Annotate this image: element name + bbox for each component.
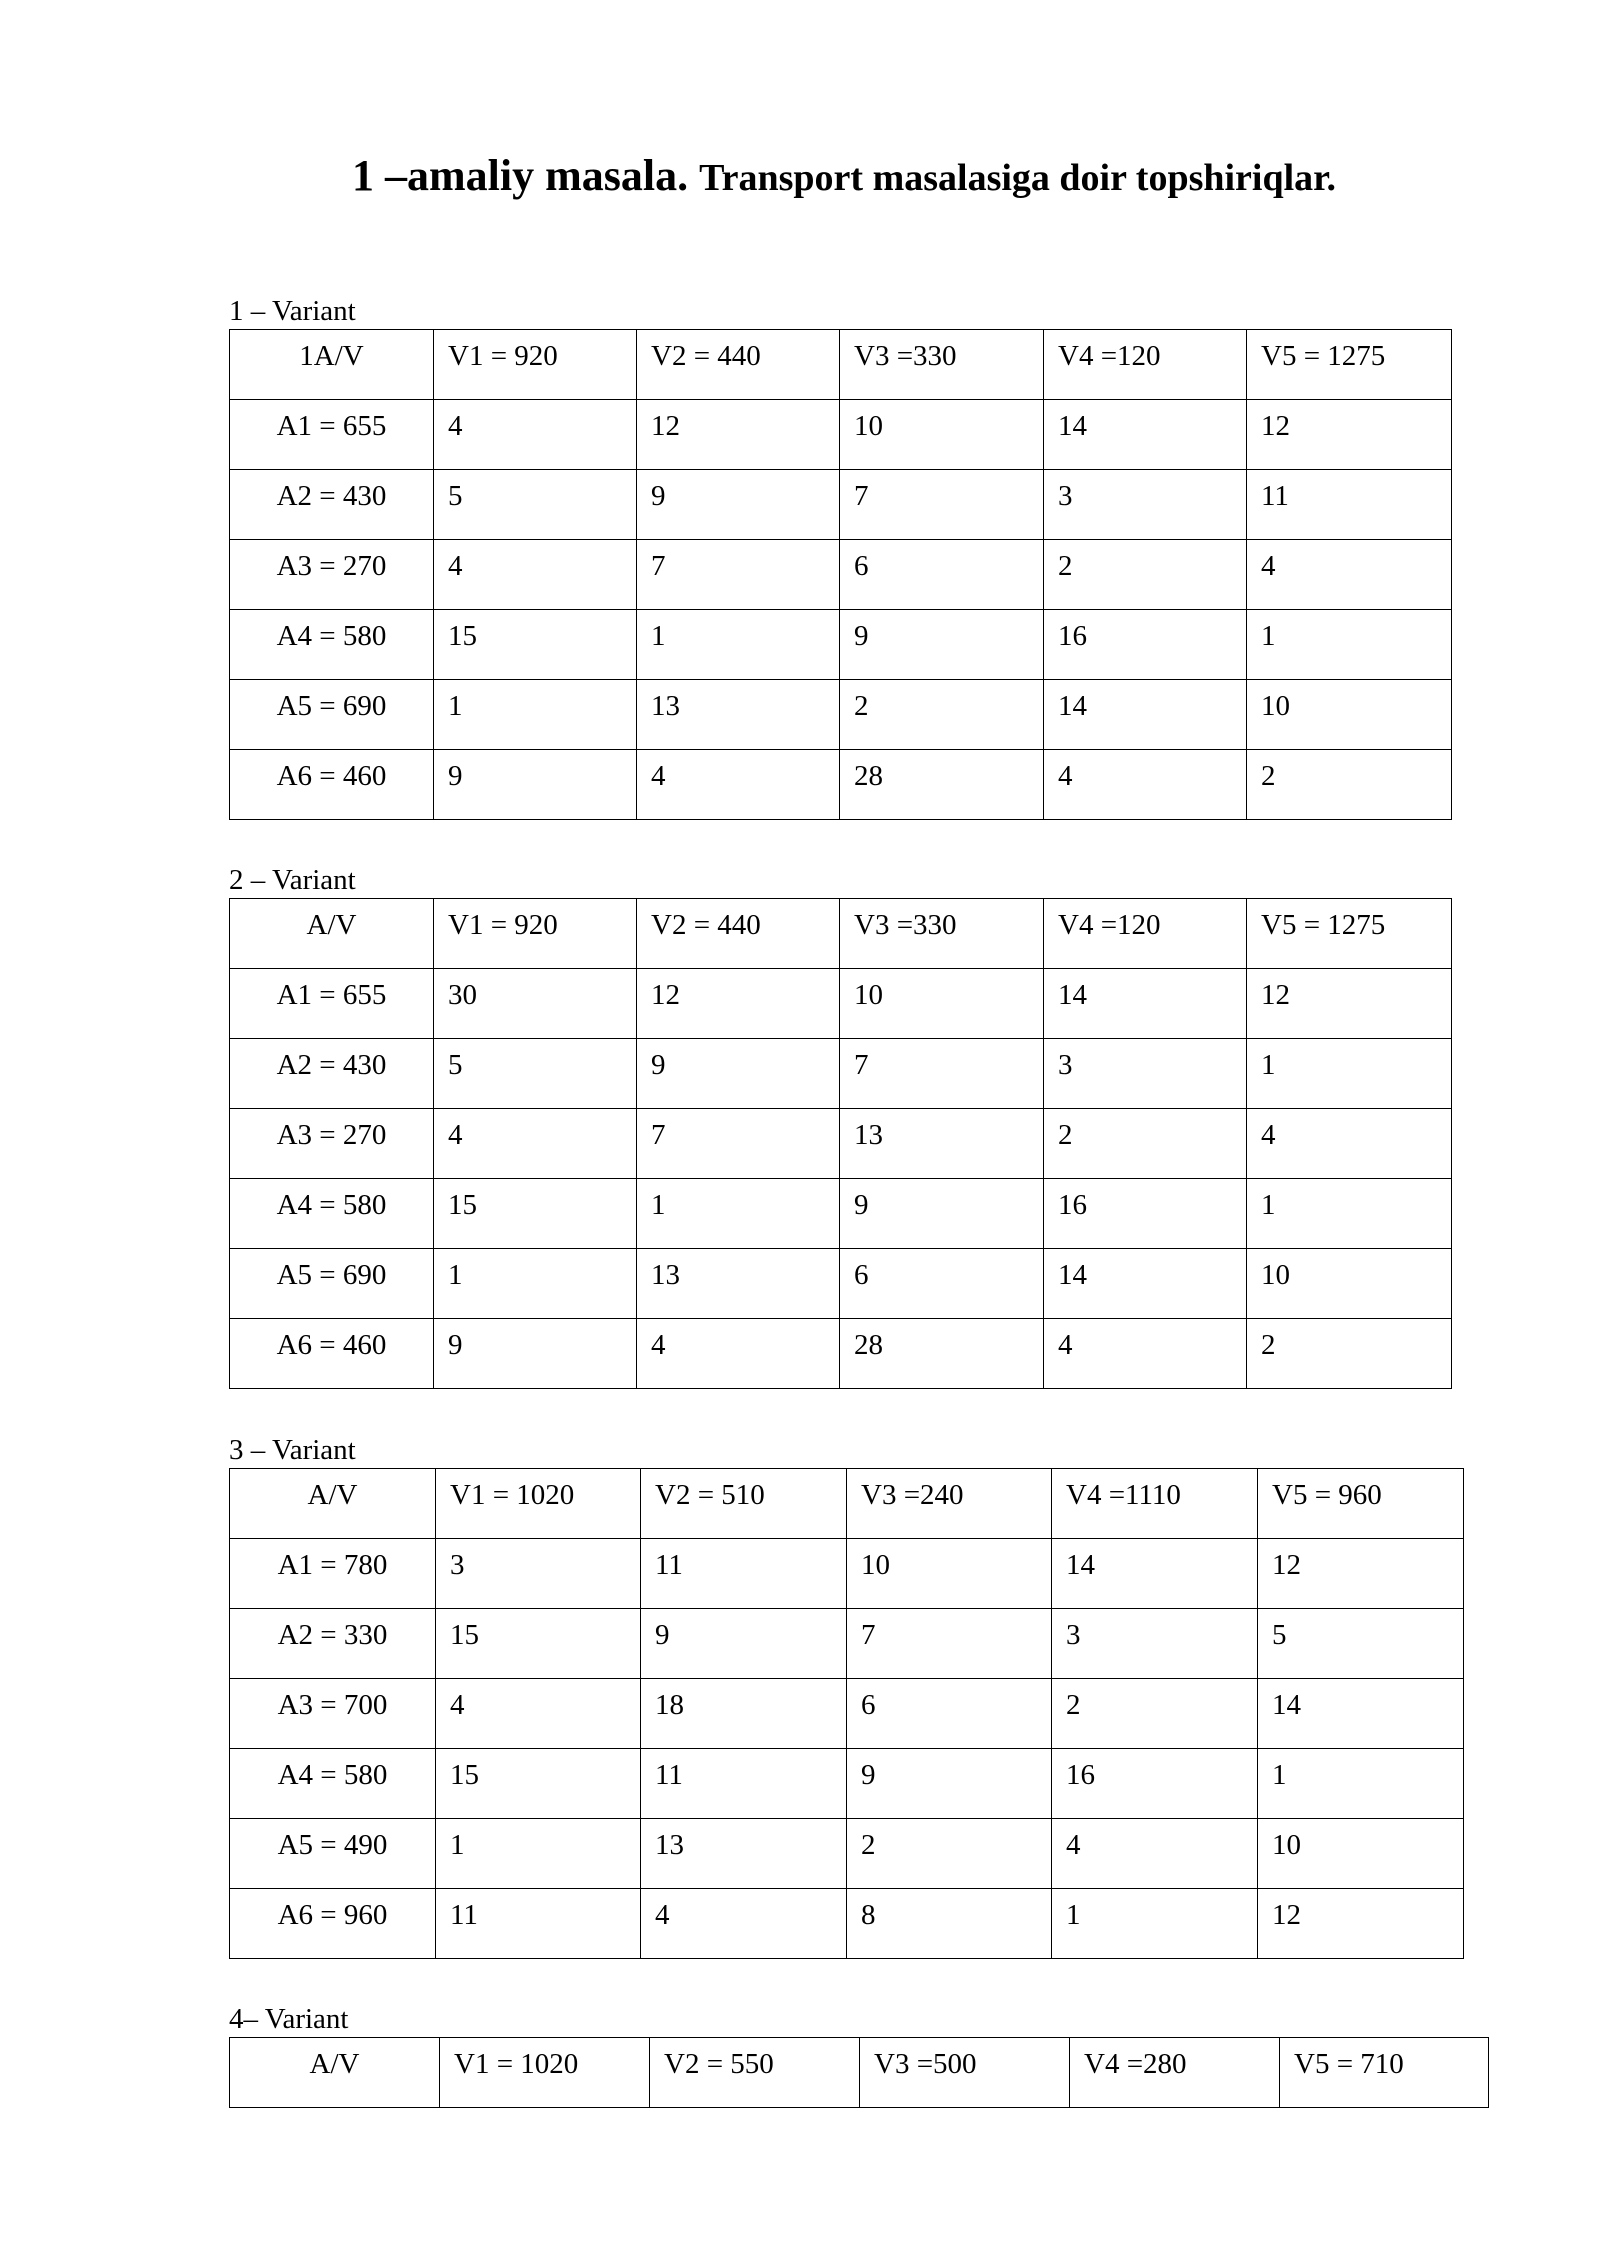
table-cell: 11	[436, 1889, 641, 1959]
table-cell: 13	[637, 680, 840, 750]
table-cell: 1	[637, 610, 840, 680]
table-cell: 5	[1258, 1609, 1464, 1679]
table-cell: 12	[637, 969, 840, 1039]
header-cell: A/V	[230, 899, 434, 969]
row-header-cell: A6 = 960	[230, 1889, 436, 1959]
table-cell: 14	[1044, 680, 1247, 750]
table-cell: 5	[434, 1039, 637, 1109]
table-cell: 1	[434, 680, 637, 750]
table-row	[230, 1039, 1452, 1109]
table-cell: 5	[434, 470, 637, 540]
table-row	[230, 1679, 1464, 1749]
header-cell: V3 =330	[840, 330, 1044, 400]
table-cell: 9	[840, 1179, 1044, 1249]
row-header-cell: A1 = 655	[230, 969, 434, 1039]
header-cell: A/V	[230, 2038, 440, 2108]
table-cell: 2	[840, 680, 1044, 750]
table-cell: 6	[847, 1679, 1052, 1749]
table-cell: 4	[434, 1109, 637, 1179]
table-row	[230, 1749, 1464, 1819]
table-cell: 1	[1247, 610, 1452, 680]
table-cell: 12	[1247, 400, 1452, 470]
table-cell: 1	[434, 1249, 637, 1319]
table-cell: 4	[1247, 1109, 1452, 1179]
row-header-cell: A4 = 580	[230, 1179, 434, 1249]
title-subtitle: Transport masalasiga doir topshiriqlar.	[699, 157, 1337, 199]
table-cell: 16	[1052, 1749, 1258, 1819]
row-header-cell: A1 = 780	[230, 1539, 436, 1609]
table-cell: 9	[637, 1039, 840, 1109]
variant-3-table	[229, 1468, 1464, 1959]
table-cell: 4	[434, 400, 637, 470]
table-cell: 14	[1044, 400, 1247, 470]
variant-4-label: 4– Variant	[229, 2003, 349, 2035]
header-cell: V3 =330	[840, 899, 1044, 969]
table-header-row	[230, 899, 1452, 969]
variant-4-table	[229, 2037, 1489, 2108]
table-row	[230, 540, 1452, 610]
header-cell: V1 = 920	[434, 330, 637, 400]
table-cell: 10	[840, 969, 1044, 1039]
table-row	[230, 1179, 1452, 1249]
header-cell: V5 = 960	[1258, 1469, 1464, 1539]
table-row	[230, 610, 1452, 680]
table-cell: 4	[637, 1319, 840, 1389]
table-cell: 8	[847, 1889, 1052, 1959]
header-cell: V2 = 440	[637, 899, 840, 969]
table-cell: 4	[434, 540, 637, 610]
header-cell: V5 = 1275	[1247, 899, 1452, 969]
table-cell: 9	[637, 470, 840, 540]
header-cell: V2 = 510	[641, 1469, 847, 1539]
table-cell: 1	[1247, 1179, 1452, 1249]
table-cell: 14	[1258, 1679, 1464, 1749]
row-header-cell: A4 = 580	[230, 1749, 436, 1819]
variant-3-label: 3 – Variant	[229, 1434, 356, 1466]
table-cell: 15	[436, 1609, 641, 1679]
table-row	[230, 1609, 1464, 1679]
table-cell: 1	[1258, 1749, 1464, 1819]
header-cell: 1A/V	[230, 330, 434, 400]
header-cell: V3 =240	[847, 1469, 1052, 1539]
table-header-row	[230, 330, 1452, 400]
header-cell: V1 = 1020	[436, 1469, 641, 1539]
row-header-cell: A1 = 655	[230, 400, 434, 470]
table-cell: 4	[1044, 750, 1247, 820]
header-cell: V2 = 550	[650, 2038, 860, 2108]
table-cell: 2	[1044, 540, 1247, 610]
table-cell: 10	[1247, 1249, 1452, 1319]
row-header-cell: A3 = 270	[230, 540, 434, 610]
table-cell: 6	[840, 1249, 1044, 1319]
table-cell: 4	[436, 1679, 641, 1749]
header-cell: V1 = 920	[434, 899, 637, 969]
table-cell: 12	[1258, 1889, 1464, 1959]
table-cell: 6	[840, 540, 1044, 610]
table-cell: 13	[641, 1819, 847, 1889]
table-cell: 9	[847, 1749, 1052, 1819]
row-header-cell: A2 = 430	[230, 1039, 434, 1109]
table-cell: 7	[840, 1039, 1044, 1109]
table-cell: 11	[1247, 470, 1452, 540]
header-cell: V5 = 710	[1280, 2038, 1489, 2108]
table-cell: 3	[1044, 470, 1247, 540]
table-cell: 2	[847, 1819, 1052, 1889]
variant-1-label: 1 – Variant	[229, 295, 356, 327]
table-cell: 9	[434, 750, 637, 820]
row-header-cell: A5 = 690	[230, 680, 434, 750]
table-cell: 1	[436, 1819, 641, 1889]
title-main: 1 –amaliy masala.	[352, 151, 689, 200]
table-cell: 10	[840, 400, 1044, 470]
table-row	[230, 750, 1452, 820]
table-cell: 10	[847, 1539, 1052, 1609]
table-cell: 16	[1044, 1179, 1247, 1249]
table-row	[230, 1539, 1464, 1609]
header-cell: V4 =120	[1044, 330, 1247, 400]
table-cell: 7	[840, 470, 1044, 540]
table-cell: 12	[637, 400, 840, 470]
table-cell: 14	[1044, 969, 1247, 1039]
row-header-cell: A2 = 430	[230, 470, 434, 540]
page-title	[352, 150, 1336, 203]
header-cell: V4 =1110	[1052, 1469, 1258, 1539]
row-header-cell: A2 = 330	[230, 1609, 436, 1679]
row-header-cell: A3 = 700	[230, 1679, 436, 1749]
table-cell: 16	[1044, 610, 1247, 680]
table-cell: 4	[1044, 1319, 1247, 1389]
table-cell: 1	[1052, 1889, 1258, 1959]
table-row	[230, 1889, 1464, 1959]
table-cell: 4	[637, 750, 840, 820]
header-cell: V5 = 1275	[1247, 330, 1452, 400]
table-cell: 15	[434, 1179, 637, 1249]
table-row	[230, 1819, 1464, 1889]
table-header-row	[230, 2038, 1489, 2108]
table-row	[230, 1319, 1452, 1389]
table-cell: 11	[641, 1539, 847, 1609]
table-cell: 12	[1258, 1539, 1464, 1609]
row-header-cell: A3 = 270	[230, 1109, 434, 1179]
table-cell: 12	[1247, 969, 1452, 1039]
table-cell: 30	[434, 969, 637, 1039]
table-cell: 3	[1052, 1609, 1258, 1679]
table-cell: 4	[641, 1889, 847, 1959]
table-cell: 15	[434, 610, 637, 680]
table-cell: 7	[847, 1609, 1052, 1679]
table-cell: 1	[1247, 1039, 1452, 1109]
header-cell: V1 = 1020	[440, 2038, 650, 2108]
table-cell: 18	[641, 1679, 847, 1749]
table-cell: 4	[1052, 1819, 1258, 1889]
table-cell: 2	[1247, 1319, 1452, 1389]
table-cell: 15	[436, 1749, 641, 1819]
variant-2-label: 2 – Variant	[229, 864, 356, 896]
table-cell: 10	[1247, 680, 1452, 750]
table-row	[230, 400, 1452, 470]
row-header-cell: A6 = 460	[230, 750, 434, 820]
row-header-cell: A5 = 690	[230, 1249, 434, 1319]
table-cell: 2	[1247, 750, 1452, 820]
variant-1-table	[229, 329, 1452, 820]
table-cell: 2	[1052, 1679, 1258, 1749]
table-cell: 3	[1044, 1039, 1247, 1109]
table-cell: 28	[840, 750, 1044, 820]
table-cell: 10	[1258, 1819, 1464, 1889]
table-cell: 2	[1044, 1109, 1247, 1179]
table-row	[230, 1109, 1452, 1179]
row-header-cell: A6 = 460	[230, 1319, 434, 1389]
table-cell: 3	[436, 1539, 641, 1609]
table-cell: 4	[1247, 540, 1452, 610]
table-row	[230, 470, 1452, 540]
variant-2-table	[229, 898, 1452, 1389]
table-cell: 1	[637, 1179, 840, 1249]
table-row	[230, 969, 1452, 1039]
table-row	[230, 680, 1452, 750]
header-cell: A/V	[230, 1469, 436, 1539]
header-cell: V2 = 440	[637, 330, 840, 400]
header-cell: V4 =280	[1070, 2038, 1280, 2108]
header-cell: V4 =120	[1044, 899, 1247, 969]
table-cell: 13	[637, 1249, 840, 1319]
table-cell: 9	[840, 610, 1044, 680]
row-header-cell: A5 = 490	[230, 1819, 436, 1889]
table-cell: 13	[840, 1109, 1044, 1179]
table-header-row	[230, 1469, 1464, 1539]
table-cell: 14	[1044, 1249, 1247, 1319]
table-cell: 7	[637, 1109, 840, 1179]
table-cell: 9	[434, 1319, 637, 1389]
table-row	[230, 1249, 1452, 1319]
table-cell: 7	[637, 540, 840, 610]
table-cell: 14	[1052, 1539, 1258, 1609]
table-cell: 11	[641, 1749, 847, 1819]
header-cell: V3 =500	[860, 2038, 1070, 2108]
row-header-cell: A4 = 580	[230, 610, 434, 680]
table-cell: 28	[840, 1319, 1044, 1389]
table-cell: 9	[641, 1609, 847, 1679]
